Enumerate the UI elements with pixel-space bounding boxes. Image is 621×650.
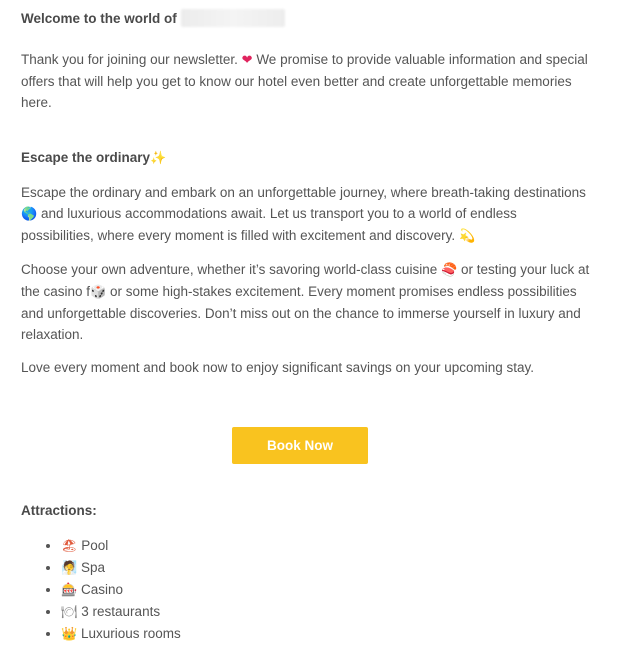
escape-heading-text: Escape the ordinary [21,150,151,165]
book-now-button[interactable]: Book Now [232,427,368,464]
dizzy-icon: 💫 [458,229,476,244]
escape-heading [21,147,166,169]
attraction-label: Spa [80,560,105,575]
attraction-label: Casino [80,582,123,597]
redacted-hotel-name [181,9,285,27]
love-text: Love every moment and book now to enjoy significant savings on your upcoming stay. [21,360,535,375]
beach-umbrella-icon: 🏖 [61,539,78,554]
heart-icon: ❤ [241,53,253,68]
escape-text-2: and luxurious accommodations await. Let us transport you to a world of endless possibilities, where every moment is filled with excitement and discovery. [21,206,517,243]
globe-icon: 🌎 [21,207,38,222]
welcome-text: Welcome to the world of [21,10,177,26]
list-item [61,601,181,623]
welcome-heading [21,9,285,27]
cta-container [21,427,579,464]
adventure-paragraph [21,259,591,345]
intro-text-2: We promise to provide valuable information and special offers that will help you get to know our hotel even better and create unforgettable memories here. [21,52,588,110]
dice-icon: 🎲 [90,285,107,300]
sushi-icon: 🍣 [440,263,458,278]
intro-paragraph [21,49,591,113]
sparkles-icon: ✨ [150,151,167,166]
adventure-text-3: or some high-stakes excitement. Every moment promises endless possibilities and unforgettable discoveries. Don’t miss out on the chance to immerse yourself in luxury and relaxation. [21,284,581,342]
intro-text-1: Thank you for joining our newsletter. [21,52,238,67]
person-in-steam-icon: 🧖 [61,561,78,576]
crown-icon: 👑 [61,627,78,642]
attraction-label: 3 restaurants [81,604,161,619]
plate-with-cutlery-icon: 🍽 [61,605,78,620]
attraction-label: Luxurious rooms [80,626,181,641]
escape-paragraph [21,182,591,247]
slot-machine-icon: 🎰 [61,583,78,598]
adventure-text-1: Choose your own adventure, whether it’s savoring world-class cuisine [21,262,438,277]
attractions-heading: Attractions: [21,503,97,518]
escape-text-1: Escape the ordinary and embark on an unforgettable journey, where breath-taking destinations [21,185,586,200]
list-item [61,557,181,579]
book-now-paragraph [21,357,591,378]
adventure-text-2: or testing your luck at the casino f [21,262,590,299]
list-item [61,623,181,645]
list-item [61,579,181,601]
list-item [61,535,181,557]
attraction-label: Pool [81,538,109,553]
attractions-list [21,535,181,645]
